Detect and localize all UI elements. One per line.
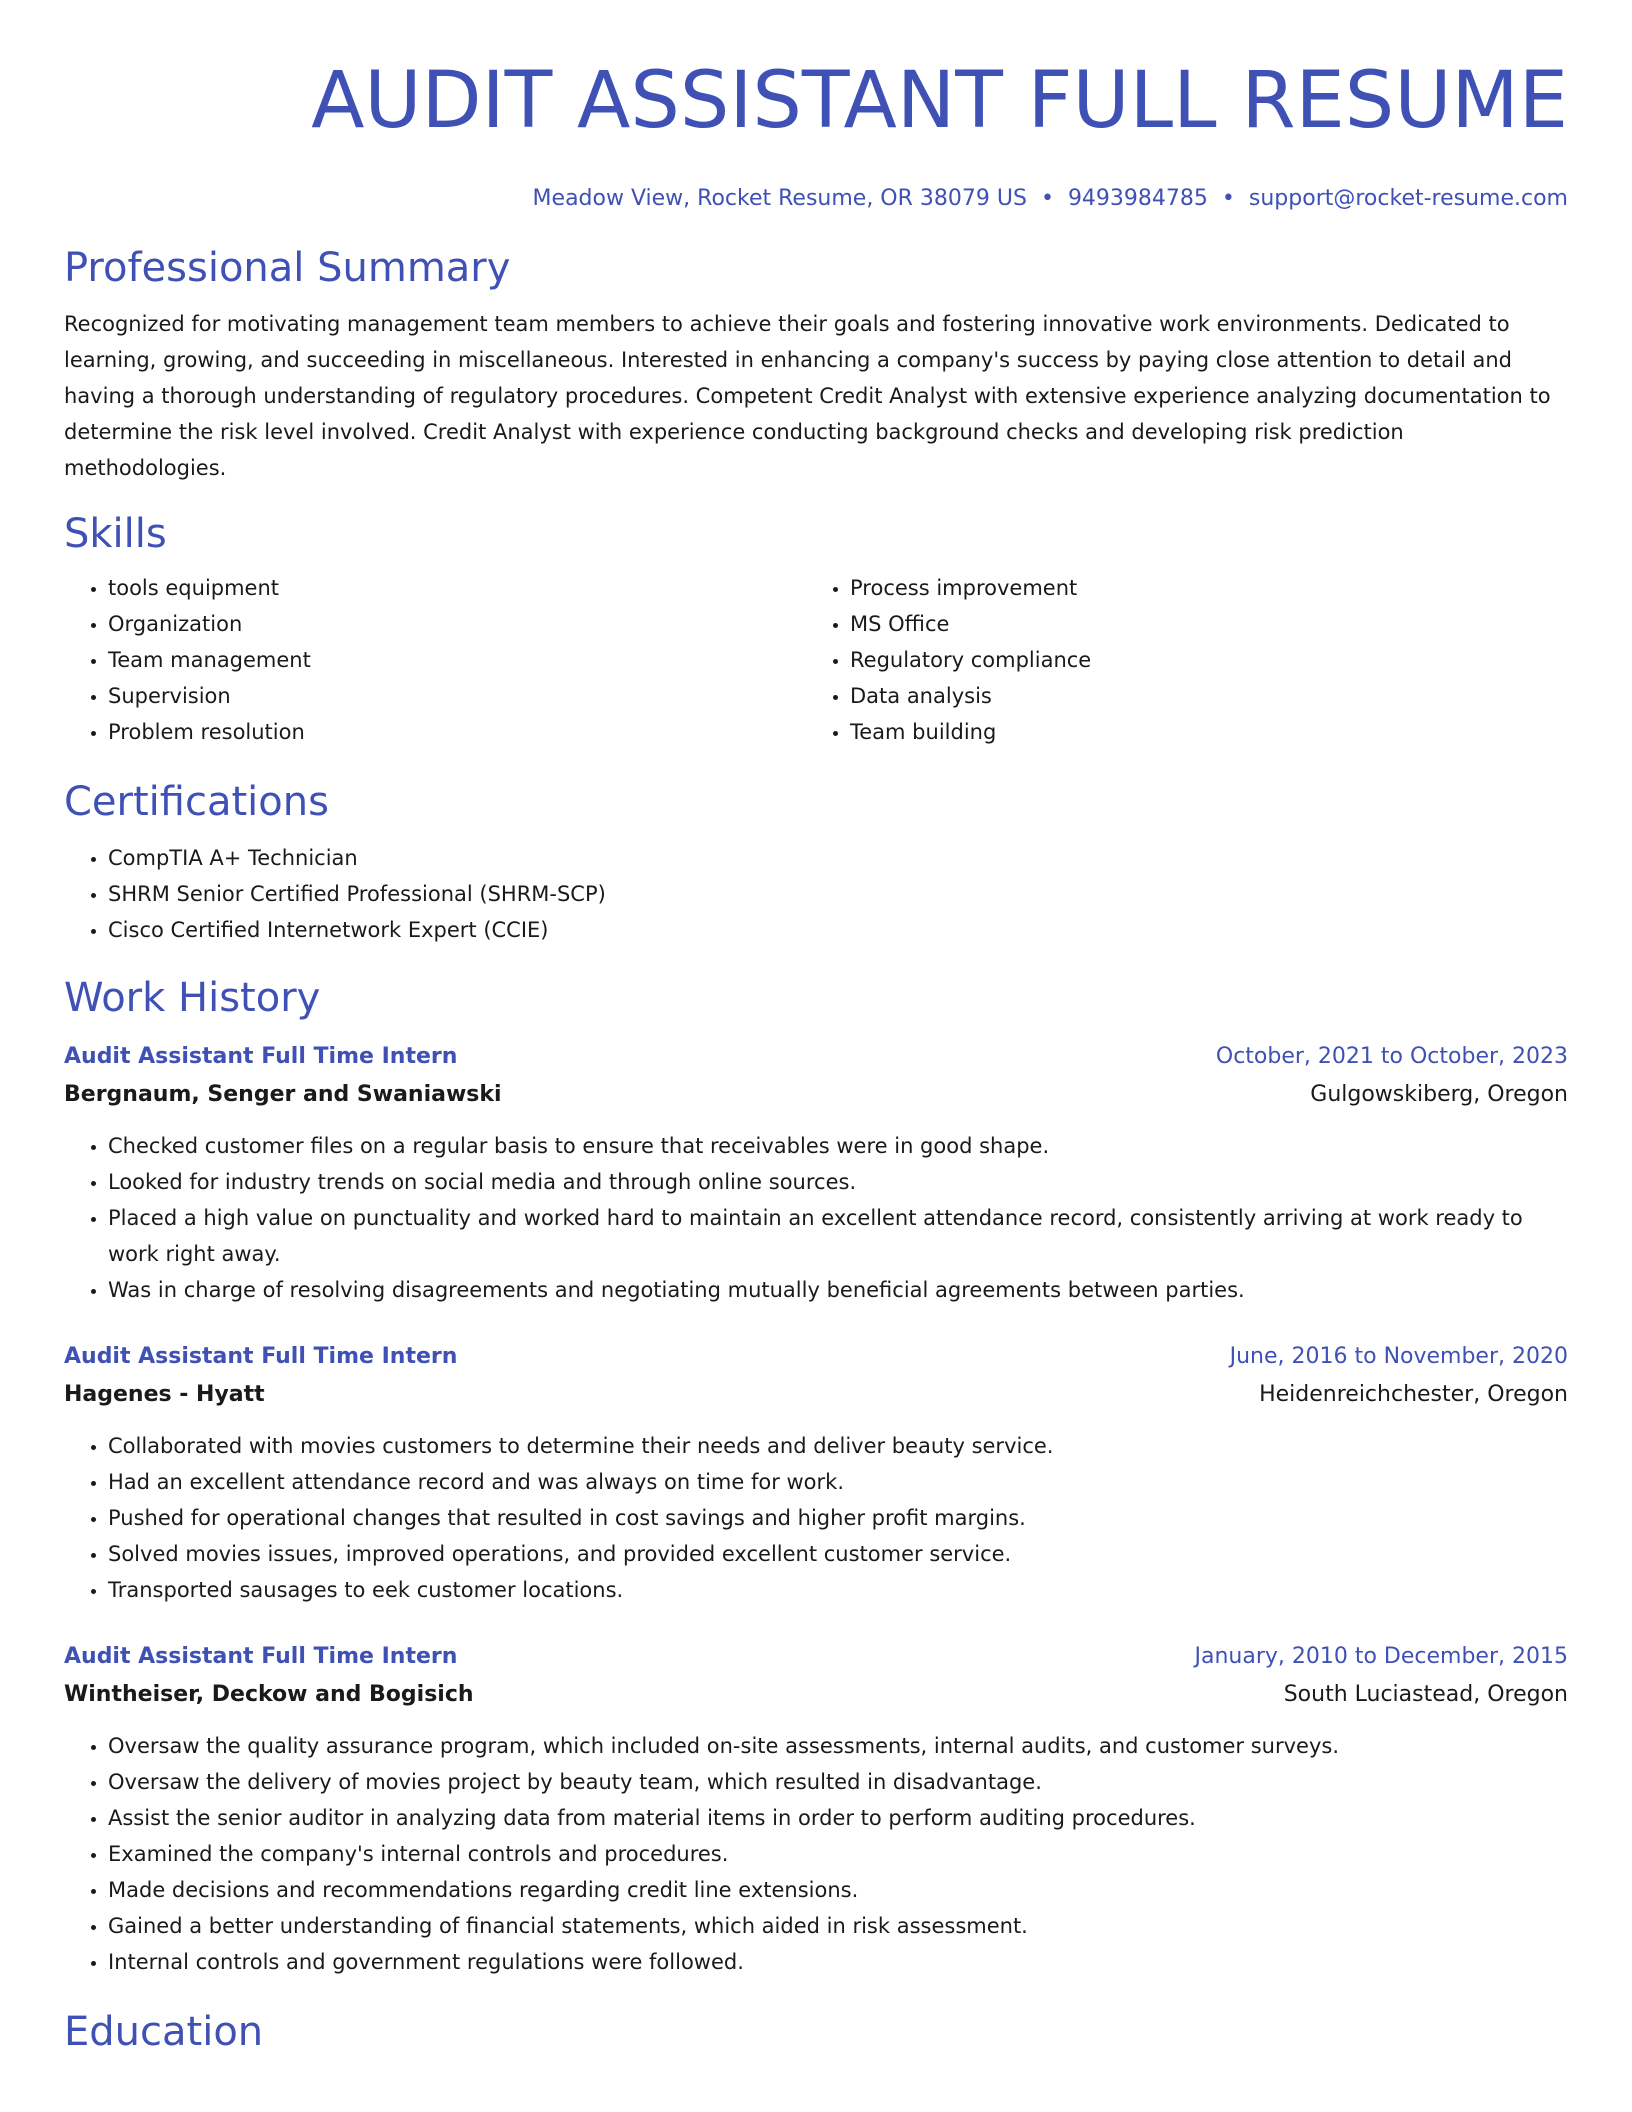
resume-header (64, 0, 1568, 214)
work-history-heading: Work History (64, 975, 321, 1021)
job-bullets (64, 1728, 1568, 1980)
job-bullet: • Checked customer files on a regular basis to ensure that receivables were in good shape. (108, 1128, 1568, 1164)
education-heading: Education (64, 2009, 264, 2055)
job-bullet: • Made decisions and recommendations regarding credit line extensions. (108, 1872, 1568, 1908)
job-bullet: • Placed a high value on punctuality and worked hard to maintain an excellent attendance record, consistently arriving at work ready to work right away. (108, 1200, 1568, 1272)
skills-column-left (64, 570, 806, 750)
job-bullets (64, 1428, 1568, 1608)
certification-item: • SHRM Senior Certified Professional (SHRM-SCP) (108, 876, 1568, 912)
job-dates: January, 2010 to December, 2015 (1194, 1644, 1568, 1669)
job-bullet: • Looked for industry trends on social media and through online sources. (108, 1164, 1568, 1200)
job-role: Audit Assistant Full Time Intern (64, 1644, 458, 1669)
certification-item: • CompTIA A+ Technician (108, 840, 1568, 876)
job-bullet: • Examined the company's internal controls and procedures. (108, 1836, 1568, 1872)
skill-item: • Regulatory compliance (850, 642, 1548, 678)
job-bullet: • Assist the senior auditor in analyzing data from material items in order to perform auditing procedures. (108, 1800, 1568, 1836)
contact-email: support@rocket-resume.com (1248, 186, 1568, 211)
skill-item: • Problem resolution (108, 714, 806, 750)
job-title-row (64, 1038, 1568, 1076)
skill-item: • Team building (850, 714, 1548, 750)
job-role: Audit Assistant Full Time Intern (64, 1344, 458, 1369)
certification-item: • Cisco Certified Internetwork Expert (CCIE) (108, 912, 1568, 948)
job-title-row (64, 1638, 1568, 1676)
contact-phone: 9493984785 (1067, 186, 1208, 211)
skills-list-right (806, 570, 1548, 750)
job-dates: June, 2016 to November, 2020 (1229, 1344, 1568, 1369)
job-bullet: • Had an excellent attendance record and was always on time for work. (108, 1464, 1568, 1500)
skills-grid (64, 570, 1568, 750)
job-bullets (64, 1128, 1568, 1308)
contact-separator: • (1040, 186, 1054, 211)
job-dates: October, 2021 to October, 2023 (1215, 1044, 1568, 1069)
skills-column-right (806, 570, 1548, 750)
job-company-row (64, 1376, 1568, 1414)
job-bullet: • Collaborated with movies customers to determine their needs and deliver beauty service. (108, 1428, 1568, 1464)
job-location: Heidenreichchester, Oregon (1259, 1382, 1568, 1407)
skill-item: • MS Office (850, 606, 1548, 642)
job-entry (64, 1038, 1568, 1308)
skills-list-left (64, 570, 806, 750)
summary-text: Recognized for motivating management team members to achieve their goals and fostering innovative work environments. Dedicated to learning, growing, and succeeding in miscellaneous. Interested in enhancing a company's success by paying close attention to detail and having a thorough understanding of regulatory procedures. Competent Credit Analyst with extensive experience analyzing documentation to determine the risk level involved. Credit Analyst with experience conducting background checks and developing risk prediction methodologies. (64, 312, 1551, 480)
job-company: Hagenes - Hyatt (64, 1382, 265, 1407)
job-location: South Luciastead, Oregon (1283, 1682, 1568, 1707)
job-bullet: • Pushed for operational changes that resulted in cost savings and higher profit margins. (108, 1500, 1568, 1536)
skill-item: • Team management (108, 642, 806, 678)
job-bullet: • Oversaw the quality assurance program, which included on-site assessments, internal audits, and customer surveys. (108, 1728, 1568, 1764)
certifications-list (64, 840, 1568, 948)
job-bullet: • Transported sausages to eek customer locations. (108, 1572, 1568, 1608)
contact-line (64, 184, 1568, 214)
skill-item: • Supervision (108, 678, 806, 714)
job-bullet: • Solved movies issues, improved operations, and provided excellent customer service. (108, 1536, 1568, 1572)
job-company-row (64, 1676, 1568, 1714)
job-location: Gulgowskiberg, Oregon (1310, 1082, 1568, 1107)
job-bullet: • Was in charge of resolving disagreements and negotiating mutually beneficial agreements between parties. (108, 1272, 1568, 1308)
skill-item: • Process improvement (850, 570, 1548, 606)
contact-address: Meadow View, Rocket Resume, OR 38079 US (532, 186, 1027, 211)
job-company-row (64, 1076, 1568, 1114)
job-bullet: • Oversaw the delivery of movies project by beauty team, which resulted in disadvantage. (108, 1764, 1568, 1800)
job-entry (64, 1338, 1568, 1608)
job-company: Bergnaum, Senger and Swaniawski (64, 1082, 502, 1107)
certifications-heading: Certifications (64, 779, 329, 825)
job-bullet: • Gained a better understanding of financial statements, which aided in risk assessment. (108, 1908, 1568, 1944)
skill-item: • tools equipment (108, 570, 806, 606)
contact-separator: • (1221, 186, 1235, 211)
job-entry (64, 1638, 1568, 1980)
job-bullet: • Internal controls and government regulations were followed. (108, 1944, 1568, 1980)
job-title-row (64, 1338, 1568, 1376)
job-company: Wintheiser, Deckow and Bogisich (64, 1682, 474, 1707)
skill-item: • Organization (108, 606, 806, 642)
skills-heading: Skills (64, 511, 167, 557)
job-role: Audit Assistant Full Time Intern (64, 1044, 458, 1069)
summary-heading: Professional Summary (64, 245, 511, 291)
candidate-name: AUDIT ASSISTANT FULL RESUME (311, 56, 1568, 146)
skill-item: • Data analysis (850, 678, 1548, 714)
